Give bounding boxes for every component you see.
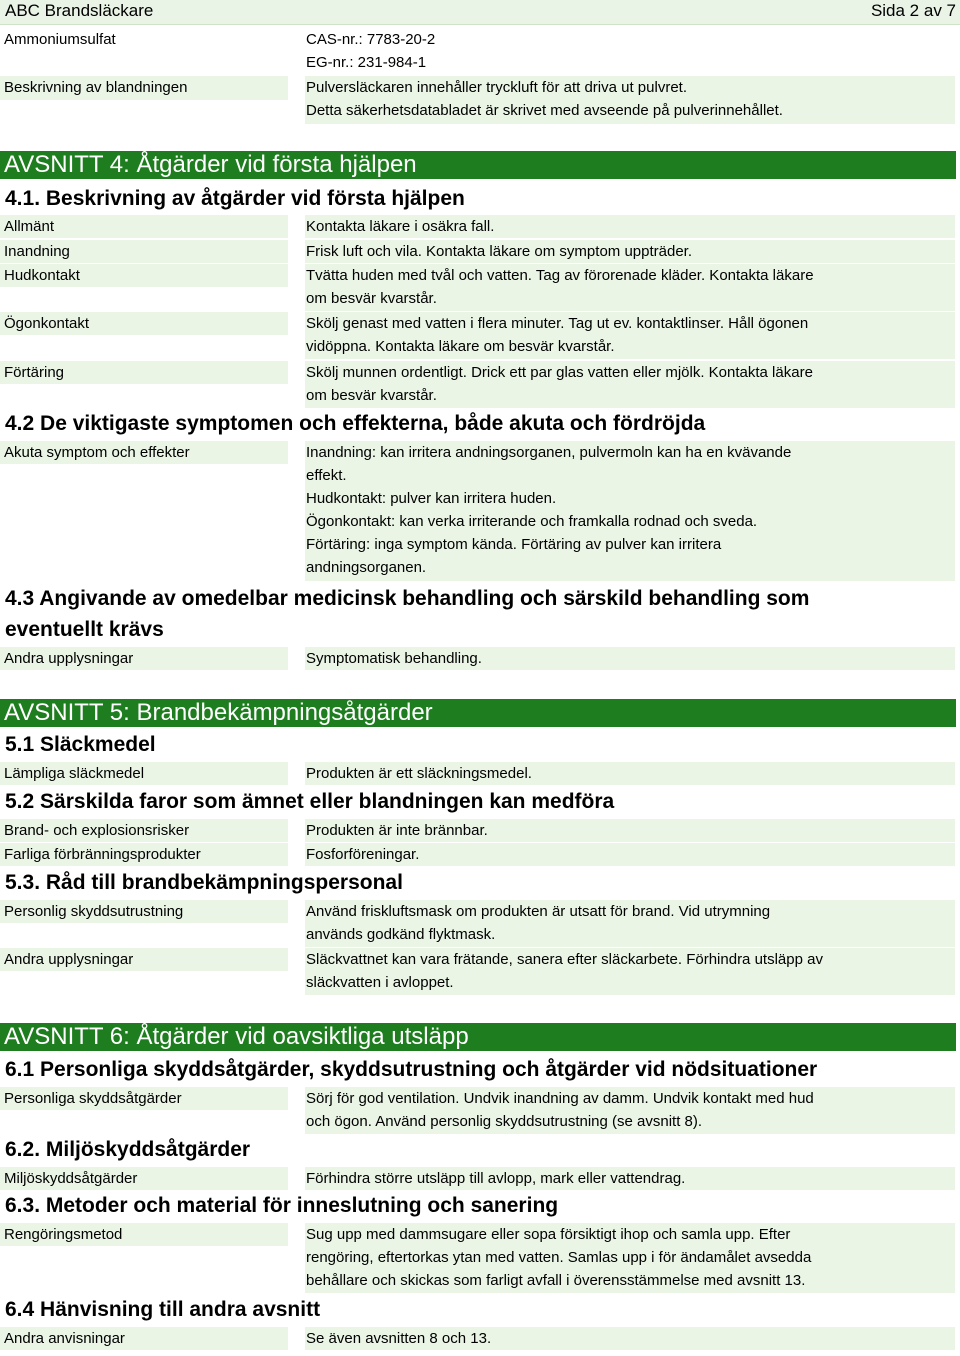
value-line: Sörj för god ventilation. Undvik inandning av damm. Undvik kontakt med hud	[306, 1090, 814, 1107]
heading-6-4: 6.4 Hänvisning till andra avsnitt	[5, 1298, 321, 1321]
section-6-heading: AVSNITT 6: Åtgärder vid oavsiktliga utsläpp	[0, 1023, 956, 1051]
treatment-label: Andra upplysningar	[0, 647, 288, 670]
value-line: effekt.	[306, 467, 347, 484]
ingredient-row	[0, 28, 960, 74]
environmental-value	[305, 1167, 955, 1190]
heading-5-1: 5.1 Släckmedel	[5, 733, 156, 756]
combustion-label: Farliga förbränningsprodukter	[0, 843, 288, 866]
fire-risk-value	[305, 819, 955, 842]
eye-row	[0, 312, 960, 359]
treatment-row	[0, 647, 960, 670]
heading-6-2: 6.2. Miljöskyddsåtgärder	[5, 1138, 251, 1161]
firefighting-other-label: Andra upplysningar	[0, 948, 288, 971]
value-line: Pulversläckaren innehåller tryckluft för att driva ut pulvret.	[306, 79, 687, 96]
value-line: Förtäring: inga symptom kända. Förtäring av pulver kan irritera	[306, 536, 722, 553]
cleanup-value	[305, 1223, 955, 1293]
document-title: ABC Brandsläckare	[5, 1, 154, 20]
cleanup-row	[0, 1223, 960, 1293]
value-line: Tvätta huden med tvål och vatten. Tag av förorenade kläder. Kontakta läkare	[306, 267, 814, 284]
firefighting-other-row	[0, 948, 960, 995]
heading-4-2: 4.2 De viktigaste symptomen och effekterna, både akuta och fördröjda	[5, 412, 706, 435]
ingestion-row	[0, 361, 960, 408]
combustion-value	[305, 843, 955, 866]
eye-value	[305, 312, 955, 359]
acute-label: Akuta symptom och effekter	[0, 441, 288, 464]
page-header	[0, 0, 960, 25]
heading-4-3-continued	[5, 616, 164, 644]
suitable-media-row	[0, 762, 960, 785]
value-line: Fosforföreningar.	[306, 846, 420, 863]
value-line: Släckvattnet kan vara frätande, sanera efter släckarbete. Förhindra utsläpp av	[306, 951, 823, 968]
environmental-label: Miljöskyddsåtgärder	[0, 1167, 288, 1190]
references-row	[0, 1327, 960, 1350]
value-line: Skölj genast med vatten i flera minuter. Tag ut ev. kontaktlinser. Håll ögonen	[306, 315, 809, 332]
eye-label: Ögonkontakt	[0, 312, 288, 335]
heading-5-2: 5.2 Särskilda faror som ämnet eller blandningen kan medföra	[5, 790, 615, 813]
references-value	[305, 1327, 955, 1350]
heading-4-3: 4.3 Angivande av omedelbar medicinsk behandling och särskild behandling som	[5, 587, 810, 610]
value-line: och ögon. Använd personlig skyddsutrustning (se avsnitt 8).	[306, 1113, 703, 1130]
references-label: Andra anvisningar	[0, 1327, 288, 1350]
value-line: rengöring, eftertorkas ytan med vatten. Samlas upp i för ändamålet avsedda	[306, 1249, 812, 1266]
value-line: Förhindra större utsläpp till avlopp, mark eller vattendrag.	[306, 1170, 686, 1187]
value-line: Produkten är inte brännbar.	[306, 822, 488, 839]
ingestion-label: Förtäring	[0, 361, 288, 384]
value-line: vidöppna. Kontakta läkare om besvär kvarstår.	[306, 338, 615, 355]
fire-risk-row	[0, 819, 960, 842]
ingredient-label: Ammoniumsulfat	[4, 31, 116, 48]
section-4-heading: AVSNITT 4: Åtgärder vid första hjälpen	[0, 151, 956, 179]
ingredient-value	[305, 28, 955, 74]
fire-risk-label: Brand- och explosionsrisker	[0, 819, 288, 842]
value-line: Inandning: kan irritera andningsorganen, pulvermoln kan ha en kvävande	[306, 444, 792, 461]
value-line: andningsorganen.	[306, 559, 427, 576]
value-line: om besvär kvarstår.	[306, 290, 437, 307]
value-line: Detta säkerhetsdatabladet är skrivet med avseende på pulverinnehållet.	[306, 102, 783, 119]
value-line: Använd friskluftsmask om produkten är utsatt för brand. Vid utrymning	[306, 903, 771, 920]
value-line: Ögonkontakt: kan verka irriterande och framkalla rodnad och sveda.	[306, 513, 758, 530]
skin-label: Hudkontakt	[0, 264, 288, 287]
value-line: EG-nr.: 231-984-1	[306, 54, 427, 71]
skin-row	[0, 264, 960, 311]
value-line: behållare och skickas som farligt avfall i överensstämmelse med avsnitt 13.	[306, 1272, 806, 1289]
value-line: Skölj munnen ordentligt. Drick ett par glas vatten eller mjölk. Kontakta läkare	[306, 364, 813, 381]
heading-5-3: 5.3. Råd till brandbekämpningspersonal	[5, 871, 403, 894]
heading-text: eventuellt krävs	[5, 618, 164, 641]
personal-precautions-label: Personliga skyddsåtgärder	[0, 1087, 288, 1110]
heading-6-1: 6.1 Personliga skyddsåtgärder, skyddsutrustning och åtgärder vid nödsituationer	[5, 1058, 818, 1081]
cleanup-label: Rengöringsmetod	[0, 1223, 288, 1246]
inhalation-row	[0, 240, 960, 263]
heading-4-1: 4.1. Beskrivning av åtgärder vid första hjälpen	[5, 187, 465, 210]
value-line: släckvatten i avloppet.	[306, 974, 454, 991]
mixture-row	[0, 76, 960, 124]
treatment-value	[305, 647, 955, 670]
environmental-row	[0, 1167, 960, 1190]
mixture-value	[305, 76, 955, 124]
value-line: CAS-nr.: 7783-20-2	[306, 31, 436, 48]
section-5-heading: AVSNITT 5: Brandbekämpningsåtgärder	[0, 699, 956, 727]
general-row	[0, 215, 960, 238]
page-number: Sida 2 av 7	[870, 1, 956, 20]
value-line: Frisk luft och vila. Kontakta läkare om symptom uppträder.	[306, 243, 692, 260]
general-label: Allmänt	[0, 215, 288, 238]
skin-value	[305, 264, 955, 311]
mixture-label: Beskrivning av blandningen	[0, 76, 288, 100]
ppe-row	[0, 900, 960, 947]
acute-value	[305, 441, 955, 581]
value-line: Symptomatisk behandling.	[306, 650, 482, 667]
combustion-row	[0, 843, 960, 866]
personal-precautions-row	[0, 1087, 960, 1134]
value-line: Kontakta läkare i osäkra fall.	[306, 218, 495, 235]
inhalation-label: Inandning	[0, 240, 288, 263]
ppe-value	[305, 900, 955, 947]
personal-precautions-value	[305, 1087, 955, 1134]
suitable-media-value	[305, 762, 955, 785]
value-line: Se även avsnitten 8 och 13.	[306, 1330, 492, 1347]
ppe-label: Personlig skyddsutrustning	[0, 900, 288, 923]
value-line: Sug upp med dammsugare eller sopa försiktigt ihop och samla upp. Efter	[306, 1226, 791, 1243]
value-line: används godkänd flyktmask.	[306, 926, 496, 943]
firefighting-other-value	[305, 948, 955, 995]
ingestion-value	[305, 361, 955, 408]
suitable-media-label: Lämpliga släckmedel	[0, 762, 288, 785]
heading-6-3: 6.3. Metoder och material för inneslutning och sanering	[5, 1194, 559, 1217]
general-value	[305, 215, 955, 238]
value-line: Hudkontakt: pulver kan irritera huden.	[306, 490, 557, 507]
inhalation-value	[305, 240, 955, 263]
value-line: Produkten är ett släckningsmedel.	[306, 765, 532, 782]
acute-row	[0, 441, 960, 581]
value-line: om besvär kvarstår.	[306, 387, 437, 404]
